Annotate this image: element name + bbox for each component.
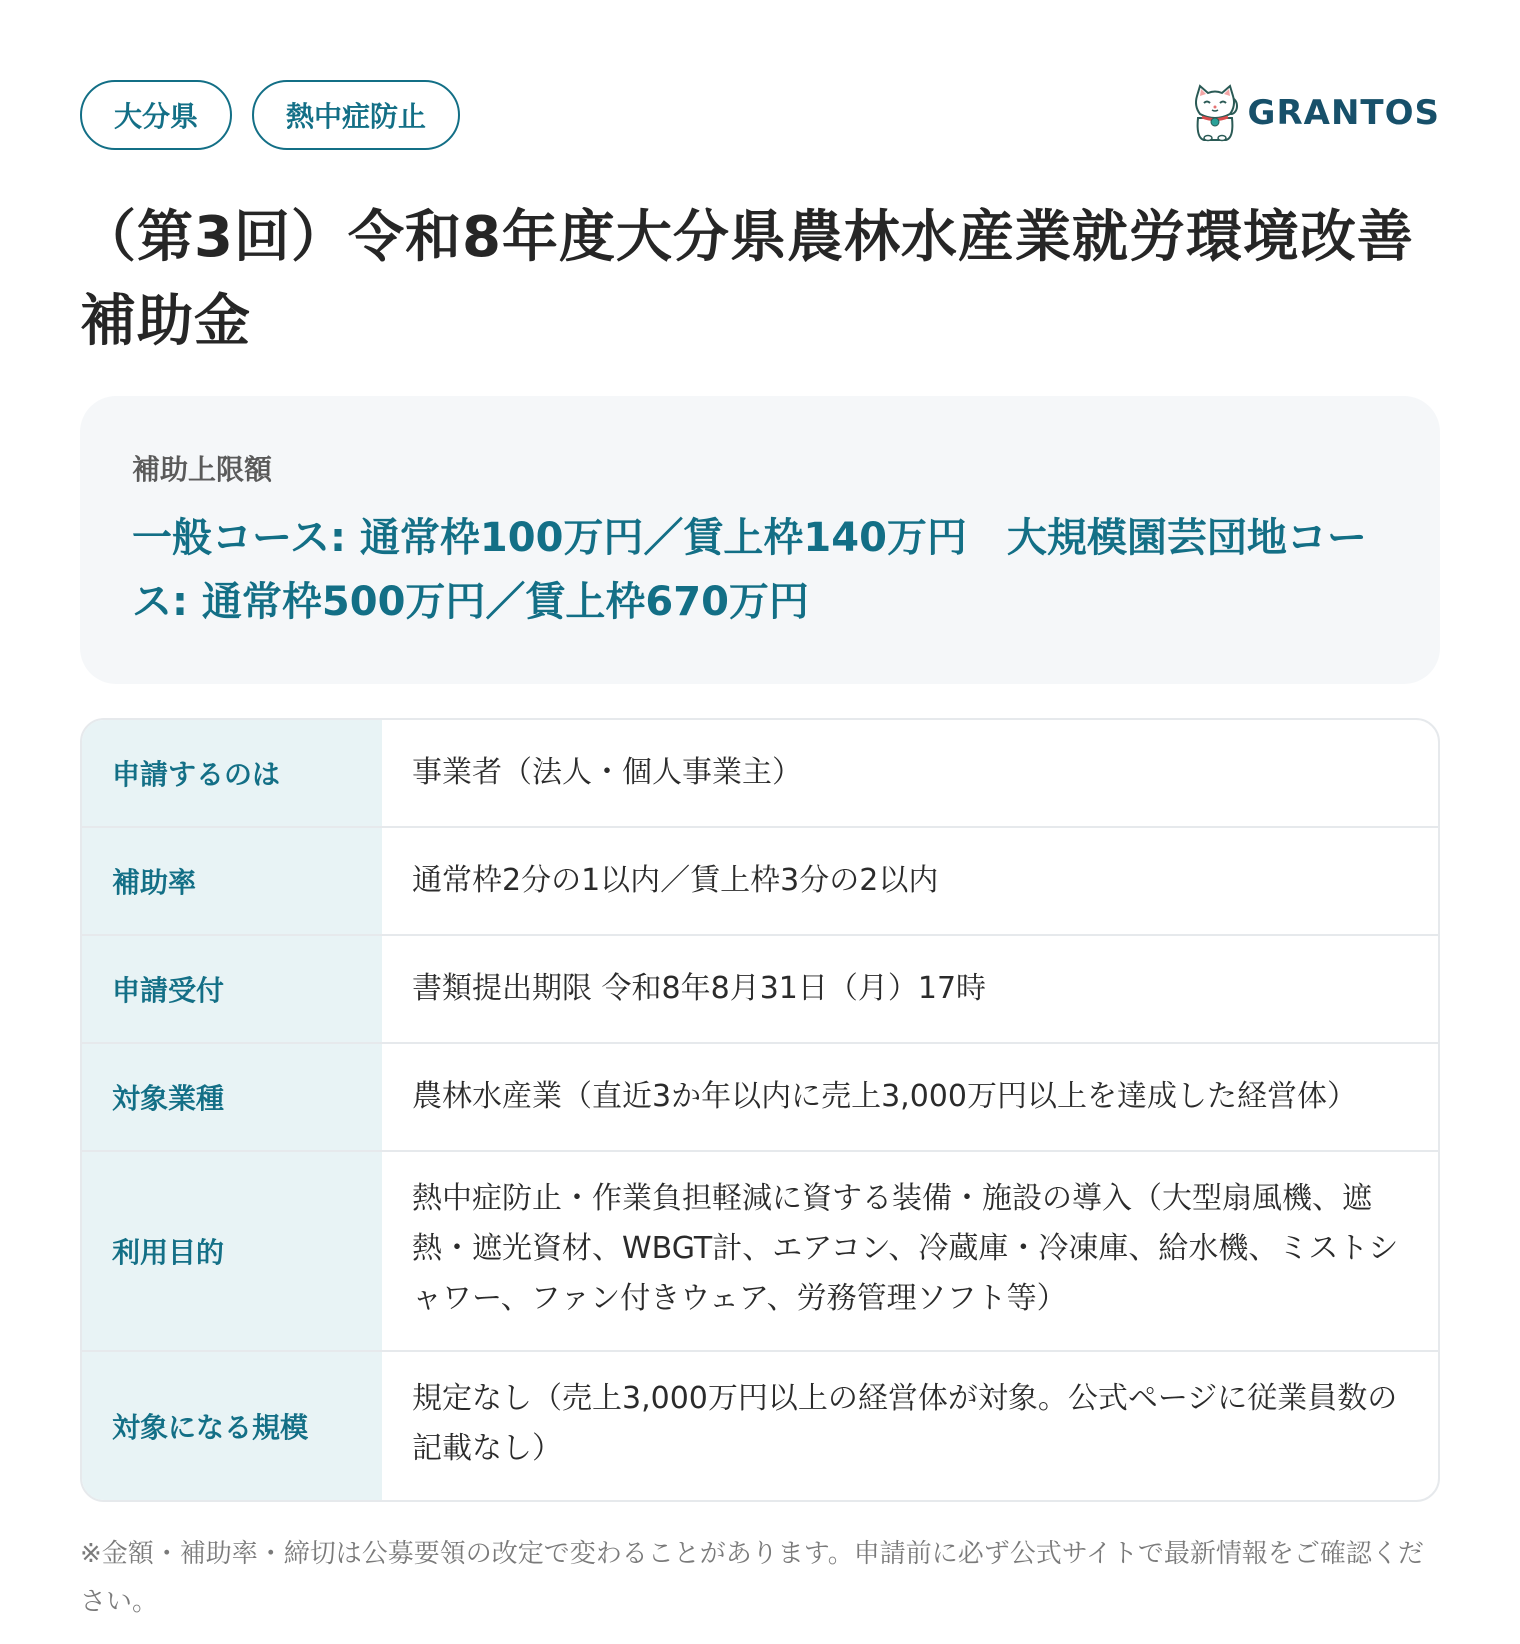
subsidy-limit-value: 一般コース: 通常枠100万円／賃上枠140万円 大規模園芸団地コース: 通常枠500万円／賃上枠670万円	[132, 515, 1367, 625]
table-row-purpose	[82, 1150, 1438, 1350]
info-table	[80, 718, 1440, 1502]
page-title: （第3回）令和8年度大分県農林水産業就労環境改善補助金	[80, 205, 1414, 354]
row-value: 農林水産業（直近3か年以内に売上3,000万円以上を達成した経営体）	[412, 1079, 1357, 1114]
row-label: 申請するのは	[82, 720, 382, 826]
row-value: 通常枠2分の1以内／賃上枠3分の2以内	[412, 863, 939, 898]
maneki-neko-cat-icon	[1190, 84, 1240, 142]
row-value: 事業者（法人・個人事業主）	[412, 755, 802, 790]
row-label: 利用目的	[82, 1152, 382, 1350]
header	[80, 80, 1440, 150]
tag-prefecture[interactable]: 大分県	[80, 80, 232, 150]
disclaimer-note: ※金額・補助率・締切は公募要領の改定で変わることがあります。申請前に必ず公式サイトで最新情報をご確認ください。	[80, 1539, 1424, 1617]
brand[interactable]	[1190, 84, 1440, 142]
row-value: 規定なし（売上3,000万円以上の経営体が対象。公式ページに従業員数の記載なし）	[412, 1381, 1398, 1466]
table-row-applicant	[82, 720, 1438, 826]
table-row-industry	[82, 1042, 1438, 1150]
table-row-scale	[82, 1350, 1438, 1500]
subsidy-limit-box	[80, 396, 1440, 684]
table-row-deadline	[82, 934, 1438, 1042]
row-label: 申請受付	[82, 936, 382, 1042]
row-label: 対象になる規模	[82, 1352, 382, 1500]
table-row-rate	[82, 826, 1438, 934]
brand-name: GRANTOS	[1247, 93, 1440, 133]
row-label: 補助率	[82, 828, 382, 934]
subsidy-limit-label: 補助上限額	[132, 453, 273, 486]
tag-category[interactable]: 熱中症防止	[252, 80, 460, 150]
row-value: 熱中症防止・作業負担軽減に資する装備・施設の導入（大型扇風機、遮熱・遮光資材、WBGT計、エアコン、冷蔵庫・冷凍庫、給水機、ミストシャワー、ファン付きウェア、労務管理ソフト等）	[412, 1181, 1399, 1316]
row-value: 書類提出期限 令和8年8月31日（月）17時	[412, 971, 987, 1006]
row-label: 対象業種	[82, 1044, 382, 1150]
